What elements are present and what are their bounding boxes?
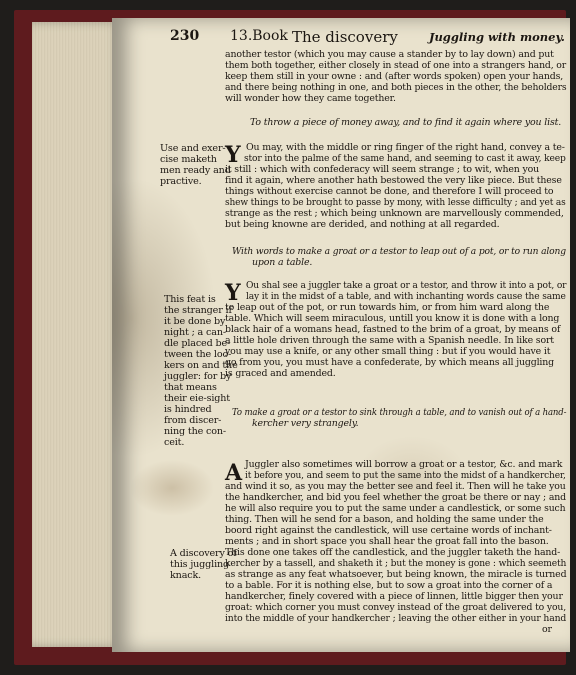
section-heading: To make a groat or a testor to sink through a table, and to vanish out of a hand- bbox=[232, 407, 567, 418]
text-line: to leap out of the pot, or run towards him, or from him ward along the bbox=[225, 302, 550, 313]
text-line: groat: which corner you must convey instead of the groat delivered to you, bbox=[225, 602, 567, 613]
margin-note: ceit. bbox=[164, 437, 185, 448]
text-line: them both together, either closely in stead of one into a strangers hand, or bbox=[225, 60, 567, 71]
text-line: a little hole driven through the same with a Spanish needle. In like sort bbox=[225, 335, 554, 346]
margin-note: night ; a can- bbox=[164, 327, 226, 338]
drop-cap: Y bbox=[225, 280, 241, 306]
text-line: Juggler also sometimes will borrow a groat or a testor, &c. and mark bbox=[245, 459, 563, 470]
text-line: Ou shal see a juggler take a groat or a testor, and throw it into a pot, or bbox=[246, 280, 567, 291]
margin-note: it be done by bbox=[164, 316, 226, 327]
margin-note: ning the con- bbox=[164, 426, 226, 437]
page-title: The discovery bbox=[292, 28, 398, 46]
margin-note: practive. bbox=[160, 176, 202, 187]
text-line: will wonder how they came together. bbox=[225, 93, 396, 104]
margin-note: men ready and bbox=[160, 165, 231, 176]
text-line: things without exercise cannot be done, and therefore I will proceed to bbox=[225, 186, 554, 197]
text-line: it before you, and seem to put the same into the midst of a handkercher, bbox=[245, 470, 566, 481]
text-line: This done one takes off the candlestick, and the juggler taketh the hand- bbox=[225, 547, 561, 558]
text-line: thing. Then will he send for a bason, and holding the same under the bbox=[225, 514, 544, 525]
text-line: black hair of a womans head, fastned to the brim of a groat, by means of bbox=[225, 324, 561, 335]
text-line: lay it in the midst of a table, and with inchanting words cause the same bbox=[246, 291, 566, 302]
margin-note: from discer- bbox=[164, 415, 222, 426]
margin-note: knack. bbox=[170, 570, 202, 581]
text-line: the handkercher, and bid you feel whether the groat be there or nay ; and bbox=[225, 492, 566, 503]
book-label: 13.Book bbox=[230, 28, 288, 44]
text-line: but being knowne are derided, and nothing at all regarded. bbox=[225, 219, 500, 230]
margin-note: juggler: for by bbox=[164, 371, 232, 382]
margin-note: their eie-sight bbox=[164, 393, 230, 404]
page-edges bbox=[32, 22, 122, 647]
text-line: Ou may, with the middle or ring finger of the right hand, convey a te- bbox=[246, 142, 565, 153]
margin-note: tween the loo- bbox=[164, 349, 232, 360]
text-line: stor into the palme of the same hand, and seeming to cast it away, keep bbox=[244, 153, 566, 164]
margin-note: Use and exer- bbox=[160, 143, 226, 154]
text-line: table. Which will seem miraculous, untill you know it is done with a long bbox=[225, 313, 560, 324]
section-heading: To throw a piece of money away, and to find it again where you list. bbox=[250, 117, 562, 128]
margin-note: dle placed be- bbox=[164, 338, 231, 349]
margin-note: the stranger if bbox=[164, 305, 232, 316]
book-page bbox=[112, 18, 570, 652]
text-line: it still : which with confederacy will seem strange ; to wit, when you bbox=[225, 164, 540, 175]
text-line: to a bable. For it is nothing else, but to sow a groat into the corner of a bbox=[225, 580, 553, 591]
margin-note: is hindred bbox=[164, 404, 212, 415]
margin-note: this juggling bbox=[170, 559, 230, 570]
text-line: into the middle of your handkercher ; leaving the other either in your hand bbox=[225, 613, 567, 624]
text-line: shew things to be brought to passe by mony, with lesse difficulty ; and yet as bbox=[225, 197, 566, 208]
text-line: find it again, where another hath bestowed the very like piece. But these bbox=[225, 175, 562, 186]
page-number: 230 bbox=[170, 28, 200, 44]
text-line: he will also require you to put the same under a candlestick, or some such bbox=[225, 503, 566, 514]
text-line: as strange as any feat whatsoever, but being known, the miracle is turned bbox=[225, 569, 567, 580]
text-line: is graced and amended. bbox=[225, 368, 336, 379]
text-line: another testor (which you may cause a stander by to lay down) and put bbox=[225, 49, 554, 60]
text-line: and there being nothing in one, and both pieces in the other, the beholders bbox=[225, 82, 567, 93]
text-line: strange as the rest ; which being unknown are marvellously commended, bbox=[225, 208, 564, 219]
text-line: kercher by a tassell, and shaketh it ; but the money is gone : which seemeth bbox=[225, 558, 567, 569]
catchword: or bbox=[542, 624, 552, 635]
section-heading: kercher very strangely. bbox=[252, 418, 359, 429]
margin-note: that means bbox=[164, 382, 217, 393]
margin-note: This feat is bbox=[164, 294, 216, 305]
text-line: ments ; and in short space you shall hear the groat fall into the bason. bbox=[225, 536, 549, 547]
drop-cap: Y bbox=[225, 142, 241, 168]
running-head: Juggling with money. bbox=[429, 30, 565, 44]
text-line: handkercher, finely covered with a piece of linnen, little bigger then your bbox=[225, 591, 563, 602]
margin-note: kers on and the bbox=[164, 360, 238, 371]
text-line: you may use a knife, or any other small thing : but if you would have it bbox=[225, 346, 551, 357]
margin-note: A discovery of bbox=[170, 548, 237, 559]
section-heading: upon a table. bbox=[252, 257, 313, 268]
text-line: go from you, you must have a confederate, by which means all juggling bbox=[225, 357, 555, 368]
margin-note: cise maketh bbox=[160, 154, 217, 165]
text-line: boord right against the candlestick, will use certaine words of inchant- bbox=[225, 525, 552, 536]
section-heading: With words to make a groat or a testor to leap out of a pot, or to run along bbox=[232, 246, 566, 257]
drop-cap: A bbox=[225, 460, 243, 486]
text-line: and wind it so, as you may the better see and feel it. Then will he take you bbox=[225, 481, 566, 492]
text-line: keep them still in your owne : and (after words spoken) open your hands, bbox=[225, 71, 564, 82]
